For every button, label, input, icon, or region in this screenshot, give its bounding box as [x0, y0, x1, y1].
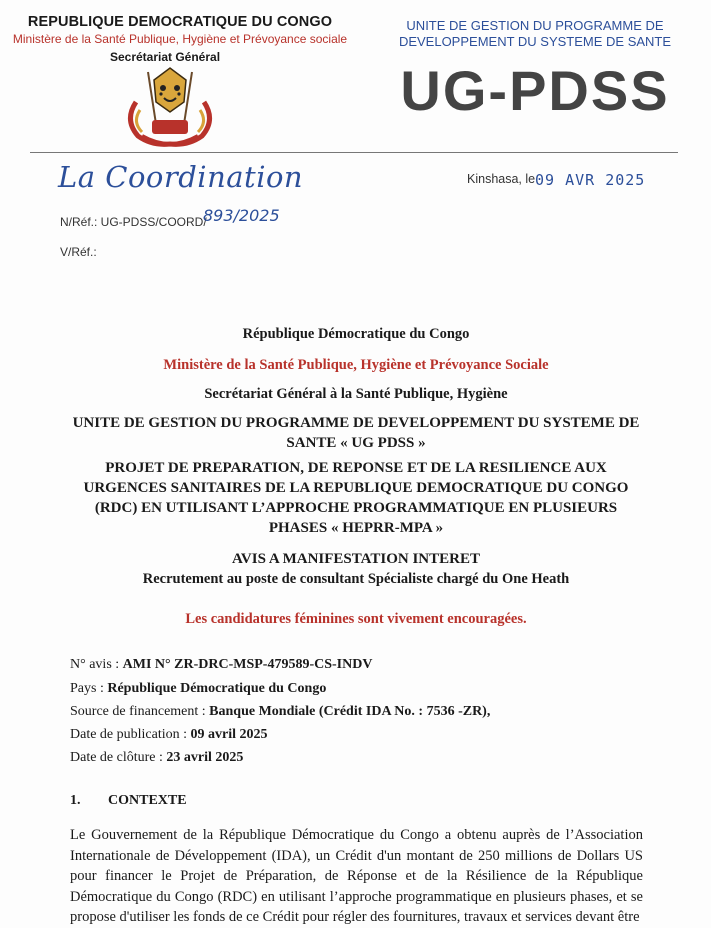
project-title-line-3: (RDC) EN UTILISANT L’APPROCHE PROGRAMMATIQUE EN PLUSIEURS	[94, 500, 618, 516]
section-number: 1.	[70, 793, 81, 808]
our-reference-number: 893/2025	[203, 206, 280, 225]
closing-date-row	[70, 750, 243, 766]
section-heading	[70, 793, 187, 809]
country-row	[70, 681, 326, 697]
ug-pdss-logo: UG-PDSS	[400, 59, 670, 122]
unit-line-1: UNITE DE GESTION DU PROGRAMME DE	[406, 18, 664, 33]
our-reference-label: N/Réf.: UG-PDSS/COORD/	[60, 215, 207, 229]
your-reference-label: V/Réf.:	[60, 245, 97, 259]
country-value: République Démocratique du Congo	[107, 681, 327, 696]
publication-date-value: 09 avril 2025	[190, 727, 268, 742]
funding-row	[70, 704, 490, 720]
header-right	[395, 18, 675, 50]
coordination-title: La Coordination	[58, 160, 304, 194]
project-title-line-4: PHASES « HEPRR-MPA »	[268, 520, 444, 536]
ministry-heading: Ministère de la Santé Publique, Hygiène et Prévoyance sociale	[12, 32, 348, 46]
unit-title-line-2: SANTE « UG PDSS »	[286, 435, 426, 451]
notice-number-row	[70, 657, 372, 673]
project-title-line-1: PROJET DE PREPARATION, DE REPONSE ET DE LA RESILIENCE AUX	[105, 460, 607, 476]
date-stamp: 09 AVR 2025	[535, 171, 646, 189]
project-title	[60, 458, 652, 538]
funding-label: Source de financement :	[70, 704, 210, 719]
closing-date-value: 23 avril 2025	[166, 750, 244, 765]
funding-value: Banque Mondiale (Crédit IDA No. : 7536 -ZR),	[209, 704, 491, 719]
publication-date-label: Date de publication :	[70, 727, 191, 742]
notice-number-value: AMI N° ZR-DRC-MSP-479589-CS-INDV	[122, 657, 373, 672]
publication-date-row	[70, 727, 268, 743]
coat-of-arms-emblem	[118, 62, 222, 148]
ministry-title: Ministère de la Santé Publique, Hygiène et Prévoyance Sociale	[163, 357, 549, 373]
secretariat-heading: Secrétariat Général	[109, 50, 221, 64]
section-title: CONTEXTE	[108, 793, 187, 808]
notice-number-label: N° avis :	[70, 657, 123, 672]
unit-title	[60, 413, 652, 453]
country-heading: REPUBLIQUE DEMOCRATIQUE DU CONGO	[27, 14, 333, 30]
context-paragraph: Le Gouvernement de la République Démocratique du Congo a obtenu auprès de l’Association Internationale de Développement (IDA), un Crédit d'un montant de 250 millions de Dollars US pour financer le Projet de Préparation, de Réponse et de la Résilience de la République Démocratique du Congo (RDC) en utilisant l’approche programmatique en plusieurs phases, et se propose d'utiliser les fonds de ce Crédit pour régler des fournitures, travaux et services devant être	[70, 827, 643, 925]
republic-title: République Démocratique du Congo	[242, 326, 470, 342]
secretariat-title: Secrétariat Général à la Santé Publique, Hygiène	[204, 386, 508, 402]
header-divider	[30, 152, 678, 153]
notice-title: AVIS A MANIFESTATION INTERET	[232, 551, 480, 567]
header-left	[0, 14, 360, 64]
encouragement-note: Les candidatures féminines sont vivement encouragées.	[185, 611, 527, 627]
closing-date-label: Date de clôture :	[70, 750, 167, 765]
recruitment-title: Recrutement au poste de consultant Spécialiste chargé du One Heath	[142, 571, 570, 587]
country-label: Pays :	[70, 681, 108, 696]
unit-title-line-1: UNITE DE GESTION DU PROGRAMME DE DEVELOPPEMENT DU SYSTEME DE	[72, 415, 640, 431]
unit-line-2: DEVELOPPEMENT DU SYSTEME DE SANTE	[398, 34, 672, 49]
project-title-line-2: URGENCES SANITAIRES DE LA REPUBLIQUE DEMOCRATIQUE DU CONGO	[83, 480, 629, 496]
place-label: Kinshasa, le	[467, 172, 536, 186]
